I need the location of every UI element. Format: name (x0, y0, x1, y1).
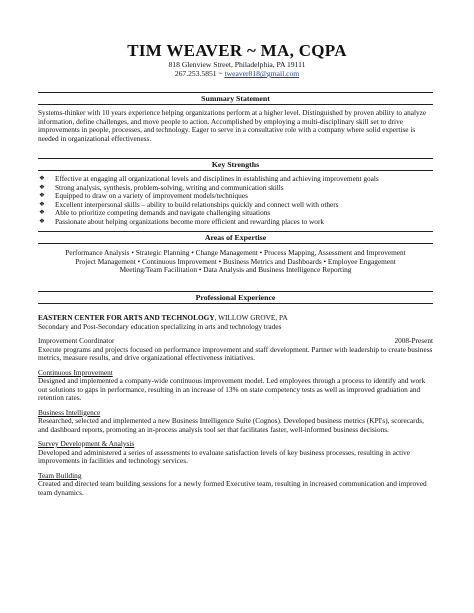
subsection-text: Designed and implemented a company-wide continuous improvement model. Led employees through a process to identify and work out solutions to gaps in performance, resulting in an increase of 13% on state competency tests as well as improved graduation and retention rates. (38, 376, 426, 402)
employer-description: Secondary and Post-Secondary education specializing in arts and technology trades (38, 321, 282, 331)
list-item: ❖ Excellent interpersonal skills – ability to build relationships quickly and connect well with others (39, 199, 339, 209)
subsection-text: Researched, selected and implemented a new Business Intelligence Suite (Cognos). Developed business metrics (KPI's), scorecards, and dashboard reports, promoting an in-process analysis tool set that facilitates faster, well-informed business decisions. (38, 416, 424, 434)
list-item: ❖ Passionate about helping organizations become more efficient and rewarding places to work (39, 216, 325, 226)
subsection-text: Developed and administered a series of assessments to evaluate satisfaction levels of key business processes, resulting in active improvements in facilities and technology services. (38, 447, 411, 465)
list-item: ❖ Strong analysis, synthesis, problem-solving, writing and communication skills (39, 182, 284, 192)
bullet-diamond-icon: ❖ (39, 217, 45, 225)
candidate-address: 818 Glenview Street, Philadelphia, PA 19111 (168, 60, 306, 69)
candidate-phone: 267.253.5851 ~ (174, 69, 223, 78)
subsection-heading: Continuous Improvement (38, 367, 113, 377)
employer-name: EASTERN CENTER FOR ARTS AND TECHNOLOGY (38, 313, 215, 322)
bullet-diamond-icon: ❖ (39, 209, 45, 216)
candidate-email-link[interactable]: tweaver818@gmail.com (224, 69, 300, 78)
expertise-line: Project Management • Continuous Improvement • Business Metrics and Dashboards • Employee Engagement (75, 256, 396, 266)
subsection-heading: Survey Development & Analysis (38, 439, 135, 448)
bullet-diamond-icon: ❖ (39, 175, 45, 182)
expertise-title: Areas of Expertise (204, 233, 267, 242)
subsection-heading: Team Building (38, 470, 82, 480)
strengths-list (38, 175, 433, 226)
list-item: ❖ Effective at engaging all organizational levels and disciplines in establishing and achieving improvement goals (39, 174, 379, 183)
subsection-heading: Business Intelligence (38, 407, 101, 417)
section-divider (38, 158, 433, 159)
role-dates: 2008-Present (394, 336, 433, 345)
expertise-line: Meeting/Team Facilitation • Data Analysis and Business Intelligence Reporting (119, 265, 352, 275)
resume-header (0, 42, 474, 78)
expertise-list (38, 249, 433, 275)
list-item: ❖ Able to prioritize competing demands and navigate challenging situations (39, 208, 271, 217)
strengths-title: Key Strengths (211, 160, 260, 169)
role-line (38, 337, 433, 346)
summary-text: Systems-thinker with 10 years experience helping organizations perform at a higher level. Distinguished by proven ability to analyze information, define challenges, and move people to action. Accomplished by employing a multi-disciplinary skill set to drive improvements in people, processes, and technology. Eager to serve in a consultative role with a company where solid expertise is needed in organizational effectiveness. (38, 108, 427, 143)
contact-line (0, 69, 474, 78)
experience-title: Professional Experience (195, 293, 276, 302)
bullet-diamond-icon: ❖ (39, 200, 45, 208)
section-divider (38, 92, 433, 93)
subsection-text: Created and directed team building sessions for a newly formed Executive team, resulting in increased communication and improved team dynamics. (38, 479, 427, 497)
section-divider (38, 291, 433, 292)
employer-location: , WILLOW GROVE, PA (214, 313, 288, 322)
section-divider (38, 231, 433, 232)
list-item: ❖ Equipped to draw on a variety of improvement models/techniques (39, 191, 248, 200)
bullet-diamond-icon: ❖ (39, 183, 45, 191)
expertise-line: Performance Analysis • Strategic Planning • Change Management • Process Mapping, Assessment and Improvement (65, 248, 406, 257)
section-divider (38, 170, 433, 171)
section-divider (38, 104, 433, 105)
role-description: Execute programs and projects focused on performance improvement and staff development. Partner with leadership to create business metrics, measure results, and drive organizational effectiveness initiatives. (38, 344, 433, 362)
section-divider (38, 303, 433, 304)
summary-title: Summary Statement (201, 94, 270, 103)
section-divider (38, 243, 433, 244)
experience-entry (38, 314, 433, 497)
summary-statement (38, 109, 433, 143)
role-title: Improvement Coordinator (38, 336, 115, 345)
candidate-name: TIM WEAVER ~ MA, CQPA (127, 41, 347, 60)
bullet-diamond-icon: ❖ (39, 192, 45, 199)
